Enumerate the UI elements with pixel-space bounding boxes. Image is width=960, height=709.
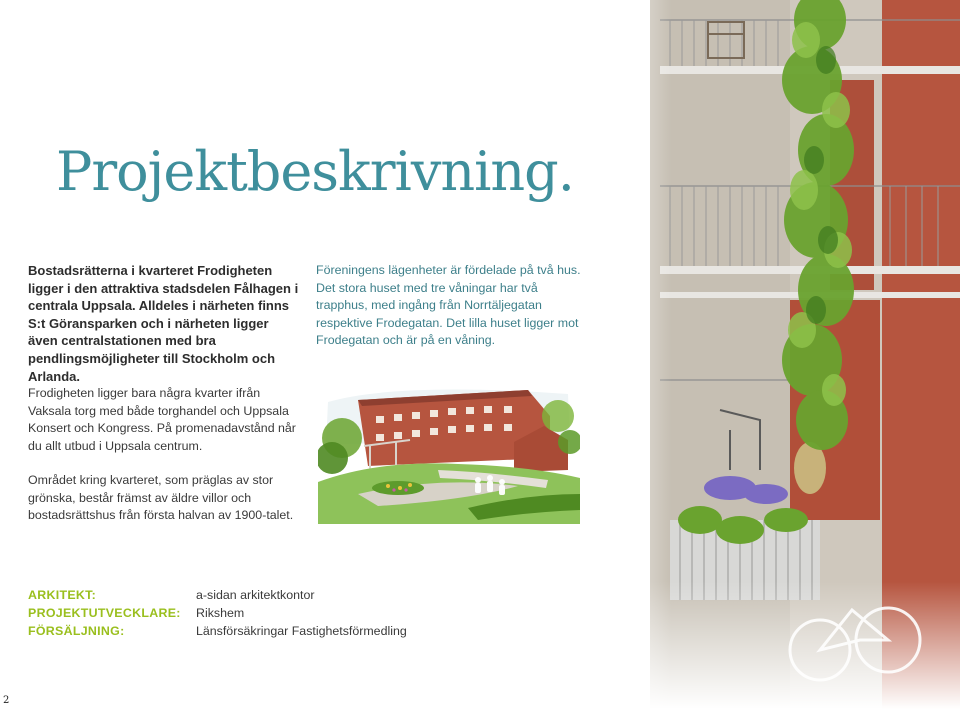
location-paragraph: Frodigheten ligger bara några kvarter ifrån Vaksala torg med både torghandel och Uppsala Konsert och Kongress. På promenadavstånd når du allt utbud i Uppsala centrum. <box>28 386 296 453</box>
credits-block <box>28 586 407 640</box>
credit-row-architect <box>28 586 407 604</box>
credit-label: PROJEKTUTVECKLARE: <box>28 606 181 620</box>
credit-label: ARKITEKT: <box>28 588 97 602</box>
credit-row-sales <box>28 622 407 640</box>
facade-photo <box>590 0 960 709</box>
credit-label: FÖRSÄLJNING: <box>28 624 125 638</box>
intro-paragraph: Bostadsrätterna i kvarteret Frodigheten ligger i den attraktiva stadsdelen Fålhagen i centrala Uppsala. Alldeles i närheten finns S:t Göransparken och i närheten ligger även centralstationen med bra pendlingsmöjligheter till Stockholm och Arlanda. <box>28 263 299 384</box>
apartments-paragraph: Föreningens lägenheter är fördelade på två hus. Det stora huset med tre våningar har två trapphus, med ingång från Norrtäljegatan respektive Frodegatan. Det lilla huset ligger mot Frodegatan och är på en våning. <box>316 263 581 348</box>
credit-value: a-sidan arkitektkontor <box>196 588 315 602</box>
area-paragraph: Området kring kvarteret, som präglas av stor grönska, består främst av äldre villor och bostadsrättshus från första halvan av 1900-talet. <box>28 473 294 523</box>
credit-row-developer <box>28 604 407 622</box>
courtyard-illustration <box>318 382 580 524</box>
credit-value: Länsförsäkringar Fastighetsförmedling <box>196 624 407 638</box>
credit-value: Rikshem <box>196 606 245 620</box>
page-title: Projektbeskrivning. <box>56 140 574 203</box>
page-number: 2 <box>3 695 10 706</box>
